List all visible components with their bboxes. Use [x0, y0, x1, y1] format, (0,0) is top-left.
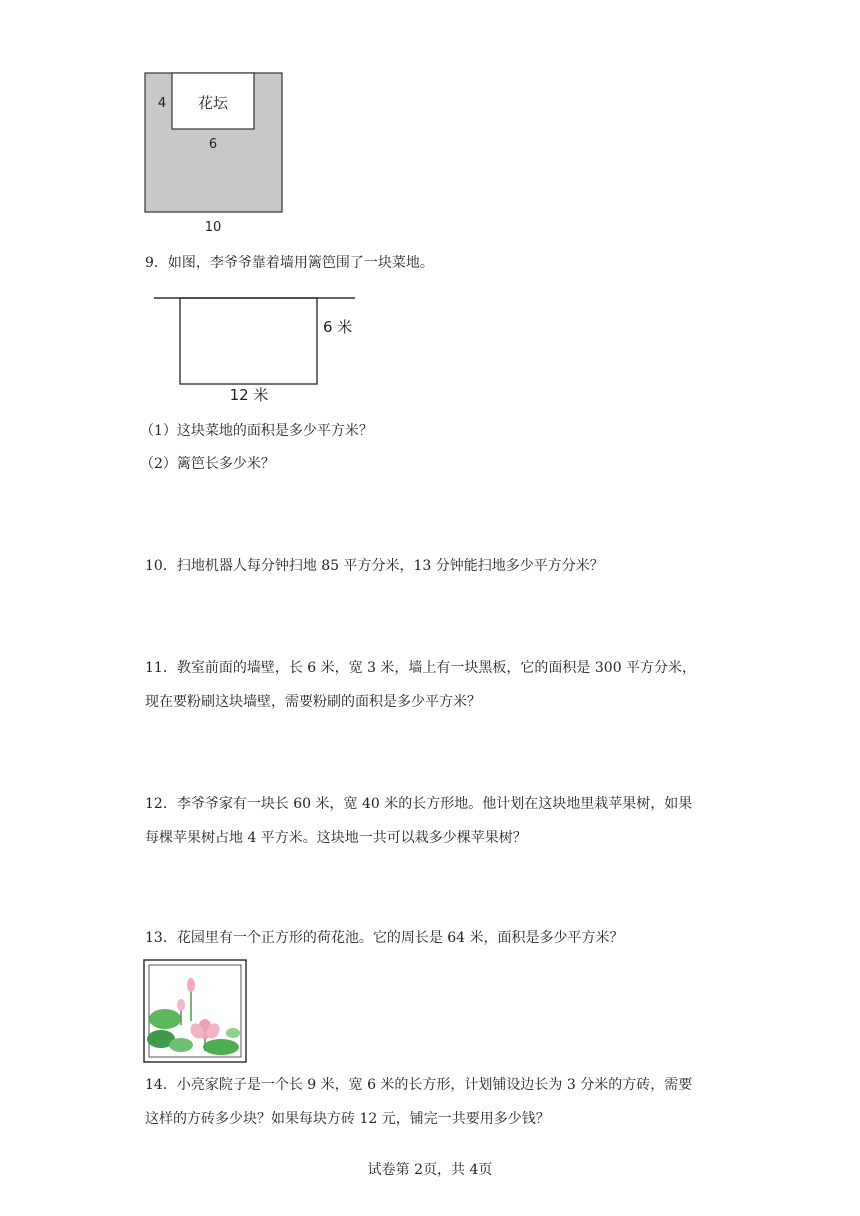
- question-12-line-2: 每棵苹果树占地 4 平方米。这块地一共可以栽多少棵苹果树？: [145, 830, 527, 846]
- flowerbed-figure: [140, 68, 290, 238]
- question-10-text: 10．扫地机器人每分钟扫地 85 平方分米，13 分钟能扫地多少平方分米？: [145, 558, 604, 574]
- question-9-sub-2: （2）篱笆长多少米？: [140, 456, 275, 472]
- question-9-text: 9．如图，李爷爷靠着墙用篱笆围了一块菜地。: [145, 255, 434, 271]
- plot-height-label: 6 米: [323, 318, 353, 336]
- question-12-line-1: 12．李爷爷家有一块长 60 米，宽 40 米的长方形地。他计划在这块地里栽苹果树，如果: [145, 796, 693, 812]
- lotus-flower: [177, 999, 185, 1011]
- lotus-leaf: [203, 1039, 239, 1055]
- question-11-line-2: 现在要粉刷这块墙壁，需要粉刷的面积是多少平方米？: [145, 694, 481, 710]
- question-14-line-2: 这样的方砖多少块？如果每块方砖 12 元，铺完一共要用多少钱？: [145, 1111, 550, 1127]
- page-footer: 试卷第 2页，共 4页: [367, 1162, 493, 1178]
- square-width-label: 10: [204, 220, 222, 235]
- question-9-sub-1: （1）这块菜地的面积是多少平方米？: [140, 423, 373, 439]
- flowerbed-side-label: 4: [157, 96, 167, 111]
- flowerbed-label: 花坛: [197, 94, 229, 112]
- plot-rect: [180, 298, 317, 384]
- lotus-leaf: [149, 1009, 181, 1029]
- plot-width-label: 12 米: [229, 386, 269, 404]
- lotus-bud: [187, 978, 195, 992]
- flowerbed-inner-width-label: 6: [208, 137, 218, 152]
- question-11-line-1: 11．教室前面的墙壁，长 6 米，宽 3 米，墙上有一块黑板，它的面积是 300 平方分米，: [145, 660, 697, 676]
- question-14-line-1: 14．小亮家院子是一个长 9 米，宽 6 米的长方形，计划铺设边长为 3 分米的方砖，需要: [145, 1077, 693, 1093]
- lotus-leaf: [226, 1028, 240, 1038]
- question-13-text: 13．花园里有一个正方形的荷花池。它的周长是 64 米，面积是多少平方米？: [145, 930, 624, 946]
- lotus-leaf: [169, 1038, 193, 1052]
- vegetable-plot-figure: [150, 290, 370, 405]
- lotus-pond-picture: [143, 959, 248, 1064]
